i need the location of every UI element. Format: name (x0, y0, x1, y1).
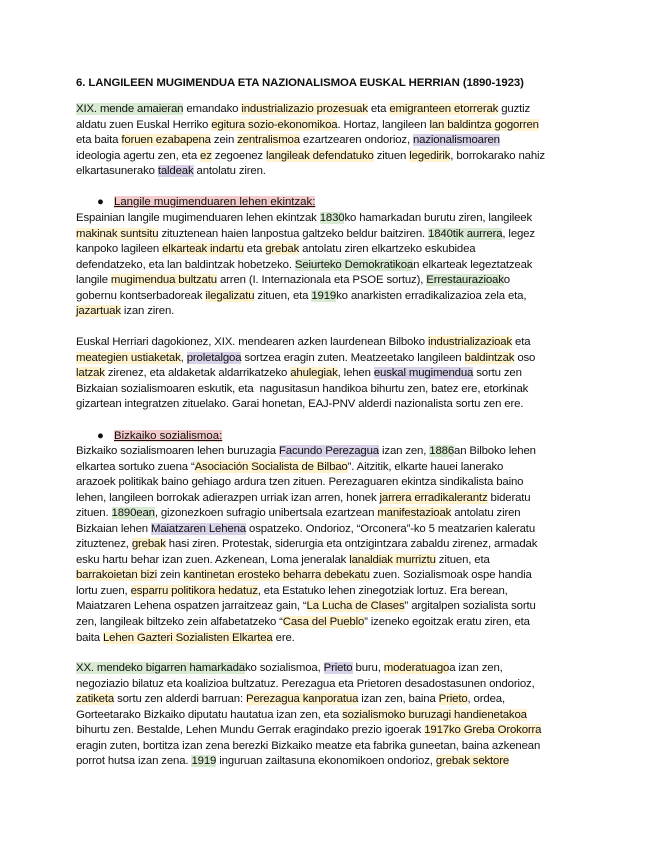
text-segment: sortu zen (473, 367, 522, 380)
highlighted-text: 1919 (191, 755, 217, 768)
text-segment: ezartzearen ondorioz, (299, 134, 413, 147)
text-segment: oso (514, 351, 536, 364)
text-line (76, 754, 584, 770)
text-line (76, 631, 584, 647)
highlighted-text: Seiurteko Demokratikoa (294, 258, 414, 271)
text-line (76, 335, 584, 351)
text-segment: kanpoko lagileen (76, 243, 163, 256)
highlighted-text: emigranteen etorrerak (389, 103, 499, 115)
highlighted-text: baldintzak (464, 351, 515, 364)
text-line (76, 723, 584, 739)
text-segment: a izan zen, (449, 662, 503, 674)
text-segment: zituztenean haien lanpostua galtzeko beldur baitziren. (158, 227, 429, 240)
highlighted-text: legedirik (409, 149, 451, 162)
page-title: 6. LANGILEEN MUGIMENDUA ETA NAZIONALISMOA EUSKAL HERRIAN (1890-1923) (76, 77, 524, 89)
text-segment: sortzea eragin zuten. Meatzeetako langileen (241, 351, 465, 364)
highlighted-text: Lehen Gazteri Sozialisten Elkartea (102, 631, 273, 644)
text-segment: negoziazio bilatuz eta koalizioa bultzatuz. Perezagua eta Prietoren desadostasunen ondorioz, (76, 677, 535, 690)
text-segment: ideologia agertu zen, eta (76, 149, 201, 162)
text-segment: Espainian langile mugimenduaren lehen ekintzak (76, 212, 320, 224)
highlighted-text: industrializazio prozesuak (241, 103, 368, 115)
highlighted-text: La Lucha de Clases (306, 600, 405, 613)
text-line (76, 491, 584, 507)
text-segment: gizartean integratzen zituelako. Garai honetan, EAJ-PNV alderdi nazionalista sortu zen ere. (76, 398, 524, 411)
text-segment: zuen. Sozialismoak ospe handia (369, 569, 532, 582)
text-line (76, 506, 584, 522)
text-segment: zituen, eta (435, 553, 490, 566)
text-segment: bideratu (487, 491, 531, 504)
text-line (76, 692, 584, 708)
highlighted-text: industrializazioak (427, 336, 513, 348)
highlighted-text: lanaldiak murriztu (349, 553, 436, 566)
text-line (76, 522, 584, 538)
text-line (76, 661, 584, 677)
highlighted-text: esparru politikora hedatuz (130, 584, 258, 597)
highlighted-text: 1917ko Greba Orokorra (424, 724, 542, 737)
text-line (76, 351, 584, 367)
highlighted-text: 1840tik aurrera (428, 227, 503, 240)
text-segment: eta (243, 243, 266, 256)
text-line (76, 149, 584, 165)
text-line (76, 289, 584, 305)
text-line (76, 568, 584, 584)
text-segment: , borrokarako nahiz (450, 149, 545, 162)
text-segment: Bizkaiko sozialismoaren lehen buruzagia (76, 445, 279, 457)
highlighted-text: 1886 (429, 445, 455, 457)
highlighted-text: Prieto (438, 693, 468, 706)
text-line (76, 227, 584, 243)
text-line (76, 599, 584, 615)
xx-mendea-paragraph (76, 661, 584, 770)
text-line (76, 444, 584, 460)
highlighted-text: ahulegiak (290, 367, 338, 380)
text-line (76, 211, 584, 227)
highlighted-text: jarrera erradikalerantz (379, 491, 488, 504)
text-segment: zituen. (76, 507, 112, 520)
text-line (76, 164, 584, 180)
text-segment: Maiatzaren Lehena ospatzen jarraitzeaz gain, “ (76, 600, 307, 613)
section1-heading: Langile mugimenduaren lehen ekintzak: (114, 196, 316, 208)
text-segment: , lehen (337, 367, 374, 380)
text-segment: ko sozialismoa, (245, 662, 324, 674)
highlighted-text: langileak defendatuko (266, 149, 374, 162)
highlighted-text: grebak sektore (435, 755, 510, 768)
text-segment: Bizkaian sozialismoaren eskutik, eta nagusitasun handikoa bihurtu zen, batez ere, etorkinak (76, 382, 529, 395)
highlighted-text: zentralismoa (237, 134, 300, 147)
highlighted-text: grebak (265, 243, 300, 256)
text-line (76, 475, 584, 491)
text-segment: . Hortaz, langileen (337, 118, 430, 131)
text-segment: defendatzeko, eta lan baldintzak hobetzeko. (76, 258, 295, 271)
text-segment: ere. (272, 631, 295, 644)
highlighted-text: manifestazioak (377, 507, 452, 520)
highlighted-text: XIX. mende amaieran (76, 103, 184, 115)
text-line (76, 304, 584, 320)
text-segment: antolatu ziren. (193, 165, 266, 178)
text-segment: emandako (183, 103, 242, 115)
highlighted-text: 1890ean (111, 507, 155, 520)
text-segment: aldatu zuen Euskal Herriko (76, 118, 212, 131)
highlighted-text: Errestaurazioak (426, 274, 504, 287)
text-segment: porrot hutsa izan zena. (76, 755, 192, 768)
text-segment: zirenez, eta aldaketak aldarrikatzeko (104, 367, 291, 380)
text-segment: langile (76, 274, 111, 287)
highlighted-text: Casa del Pueblo (282, 616, 365, 629)
bullet-dot: ● (97, 196, 104, 208)
text-segment: eragin zuten, bortitza izan zena berezki Bizkaiko meatze eta fabrika guneetan, baina azkenean (76, 739, 541, 752)
highlighted-text: foruen ezabapena (121, 134, 211, 147)
text-segment: o (503, 274, 510, 287)
text-line (76, 366, 584, 382)
text-segment: Gorteetarako Bizkaiko diputatu hautatua izan zen, eta (76, 708, 343, 721)
text-line (76, 553, 584, 569)
highlighted-text: sozialismoko buruzagi handienetakoa (342, 708, 527, 721)
text-segment: eta (512, 336, 531, 348)
text-segment: inguruan zailtasuna ekonomikoen ondorioz, (216, 755, 436, 768)
text-line (76, 739, 584, 755)
text-segment: buru, (352, 662, 384, 674)
text-line (76, 677, 584, 693)
text-segment: esku hartu behar izan zuen. Azkenean, Loma jeneralak (76, 553, 350, 566)
highlighted-text: ilegalizatu (205, 289, 255, 302)
text-segment: lehen, langileen borrokak adierazpen urriak izan arren, honek (76, 491, 380, 504)
text-segment: antolatu ziren (451, 507, 521, 520)
text-line (76, 118, 584, 134)
text-segment: hasi ziren. Protestak, siderurgia eta ontzigintzara zabaldu zirenez, armadak (165, 538, 538, 551)
text-segment: baita (76, 631, 103, 644)
text-segment: zituen, eta (254, 289, 312, 302)
text-segment: arren (I. Internazionala eta PSOE sortuz), (216, 274, 427, 287)
text-segment: zituztenez, (76, 538, 132, 551)
highlighted-text: grebak (131, 538, 166, 551)
highlighted-text: Prieto (323, 662, 353, 674)
text-segment: , ordea, (467, 693, 505, 706)
text-line (76, 537, 584, 553)
highlighted-text: mugimendua bultzatu (110, 274, 217, 287)
text-segment: izan zen, baina (358, 693, 439, 706)
text-line (76, 258, 584, 274)
text-segment: Bizkaian lehen (76, 522, 152, 535)
text-segment: antolatu ziren elkartzeko eskubidea (299, 243, 476, 256)
text-line (76, 242, 584, 258)
text-segment: ” izeneko egoitzak eratu ziren, eta (364, 616, 530, 629)
highlighted-text: Perezagua kanporatua (246, 693, 359, 706)
highlighted-text: ez (200, 149, 212, 162)
text-line (76, 397, 584, 413)
text-segment: Euskal Herriari dagokionez, XIX. mendearen azken laurdenean Bilboko (76, 336, 428, 348)
section-heading-langile (97, 195, 315, 211)
text-segment: ospatzeko. Ondorioz, “Orconera”-ko 5 meatzarien kaleratu (246, 522, 536, 535)
text-line (76, 382, 584, 398)
text-segment: ko hamarkadan burutu ziren, langileek (344, 212, 533, 224)
text-segment: ” argitalpen sozialista sortu (404, 600, 536, 613)
bullet-dot: ● (97, 430, 104, 442)
text-segment: gobernu kontserbadoreak (76, 289, 206, 302)
highlighted-text: moderatuago (383, 662, 450, 674)
highlighted-text: jazartuak (76, 305, 121, 318)
text-line (76, 273, 584, 289)
text-segment: elkartasunerako (76, 165, 158, 178)
text-segment: , (180, 351, 187, 364)
highlighted-text: makinak suntsitu (76, 227, 159, 240)
text-segment: eta baita (76, 134, 122, 147)
highlighted-text: 1919 (311, 289, 337, 302)
highlighted-text: barrakoietan bizi (76, 569, 158, 582)
highlighted-text: lan baldintza gogorren (429, 118, 539, 131)
text-segment: ”. Aitzitik, elkarte hauei lanerako (347, 460, 504, 473)
section1-paragraph (76, 211, 584, 320)
text-segment: arazoek politikak baino gehiago ardura tzen zituen. Perezaguaren ekintza sindikalista baino (76, 476, 524, 489)
text-segment: lortu zuen, (76, 584, 131, 597)
highlighted-text: Maiatzaren Lehena (151, 522, 246, 535)
section2-heading: Bizkaiko sozialismoa: (114, 430, 223, 442)
text-segment: an Bilboko lehen (454, 445, 536, 457)
highlighted-text: zatiketa (76, 693, 115, 706)
text-line (76, 102, 584, 118)
text-segment: sortu zen alderdi barruan: (114, 693, 246, 706)
highlighted-text: 1830 (319, 212, 345, 224)
highlighted-text: kantinetan erosteko beharra debekatu (183, 569, 370, 582)
text-segment: guztiz (498, 103, 531, 115)
highlighted-text: Facundo Perezagua (278, 445, 379, 457)
highlighted-text: nazionalismoaren (412, 134, 500, 147)
highlighted-text: meategien ustiaketak (76, 351, 181, 364)
text-segment: zituen (373, 149, 410, 162)
text-line (76, 133, 584, 149)
text-segment: zegoenez (211, 149, 266, 162)
text-segment: zein (210, 134, 238, 147)
text-segment: izan ziren. (120, 305, 175, 318)
highlighted-text: XX. mendeko bigarren hamarkada (76, 662, 245, 674)
highlighted-text: egitura sozio-ekonomikoa (211, 118, 338, 131)
euskal-herria-paragraph (76, 335, 584, 413)
text-segment: n elkarteak legeztatzeak (413, 258, 533, 271)
highlighted-text: elkarteak indartu (162, 243, 244, 256)
text-segment: , gizonezkoen sufragio unibertsala ezartzean (154, 507, 378, 520)
text-segment: zen, langileak biltzeko zein alfabetatzeko “ (76, 616, 283, 629)
text-segment: ko anarkisten erradikalizazioa zela eta, (336, 289, 527, 302)
section2-paragraph (76, 444, 584, 646)
text-segment: bihurtu zen. Bestalde, Lehen Mundu Gerrak eragindako prezio igoerak (76, 724, 425, 737)
section-heading-bizkaiko (97, 429, 222, 445)
intro-paragraph (76, 102, 584, 180)
text-segment: izan zen, (379, 445, 430, 457)
highlighted-text: proletalgoa (186, 351, 242, 364)
text-segment: , eta Estatuko lehen zinegotziak lortuz. Era berean, (257, 584, 508, 597)
highlighted-text: Asociación Socialista de Bilbao (194, 460, 348, 473)
text-segment: eta (367, 103, 390, 115)
text-line (76, 584, 584, 600)
text-line (76, 615, 584, 631)
highlighted-text: euskal mugimendua (373, 367, 474, 380)
highlighted-text: taldeak (157, 165, 194, 178)
highlighted-text: latzak (76, 367, 105, 380)
text-line (76, 460, 584, 476)
text-segment: elkartea sortuko zuena “ (76, 460, 195, 473)
text-segment: , legez (502, 227, 535, 240)
text-line (76, 708, 584, 724)
text-segment: zein (157, 569, 184, 582)
